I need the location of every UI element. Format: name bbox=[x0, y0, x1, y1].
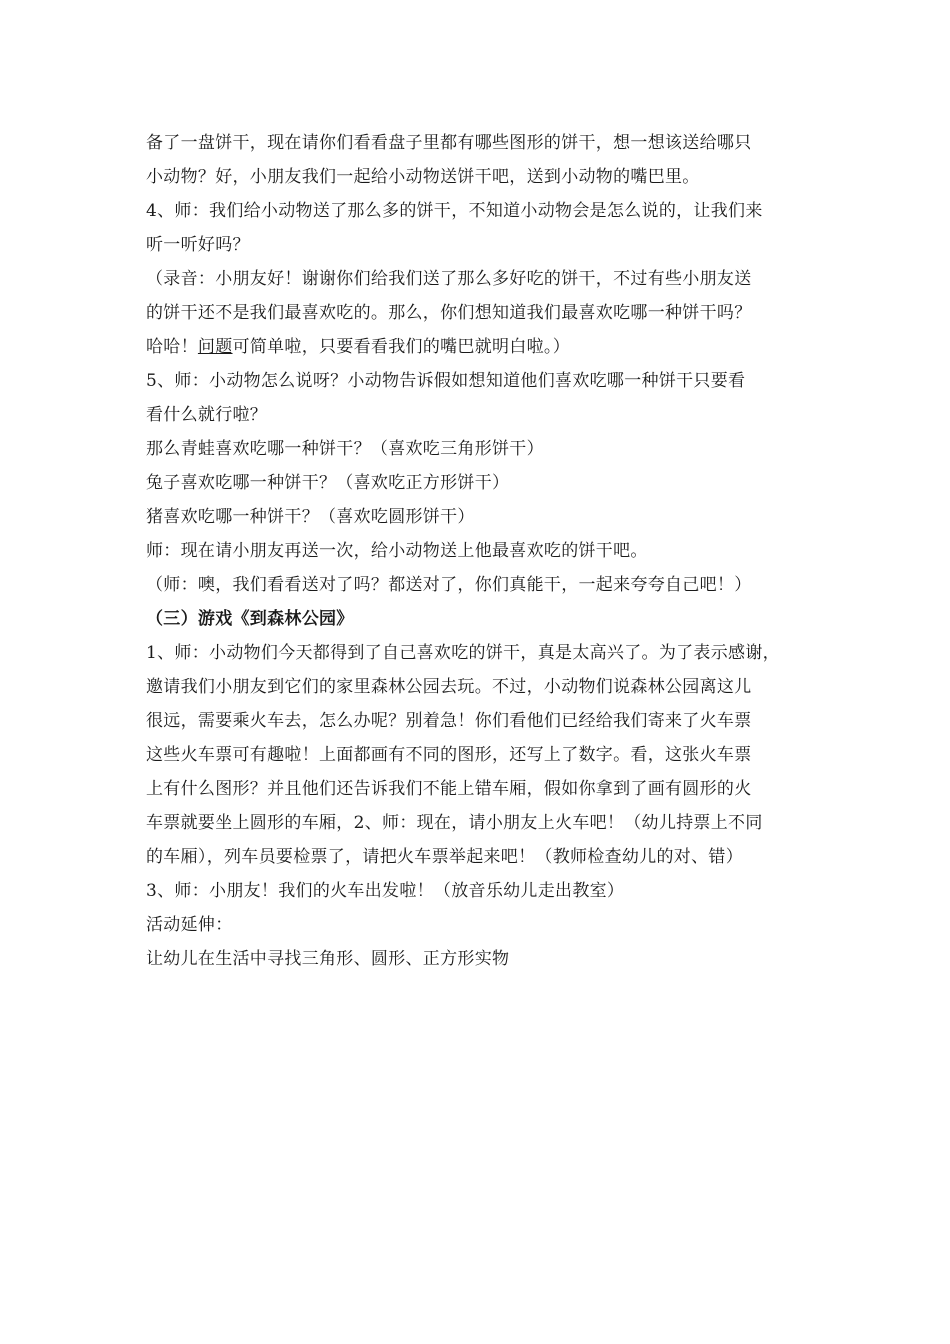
text-line: 车票就要坐上圆形的车厢，2、师：现在，请小朋友上火车吧！（幼儿持票上不同 bbox=[146, 813, 763, 833]
document-body bbox=[146, 126, 810, 976]
text-line: 看什么就行啦？ bbox=[146, 405, 268, 425]
text-line: 1、师：小动物们今天都得到了自己喜欢吃的饼干，真是太高兴了。为了表示感谢， bbox=[146, 643, 780, 663]
text-line: 这些火车票可有趣啦！上面都画有不同的图形，还写上了数字。看，这张火车票 bbox=[146, 745, 752, 765]
text-line: 师：现在请小朋友再送一次，给小动物送上他最喜欢吃的饼干吧。 bbox=[146, 541, 648, 561]
text-line: 让幼儿在生活中寻找三角形、圆形、正方形实物 bbox=[146, 949, 510, 969]
text-line: 活动延伸： bbox=[146, 915, 233, 935]
text-line: 3、师：小朋友！我们的火车出发啦！（放音乐幼儿走出教室） bbox=[146, 881, 625, 901]
section-heading: （三）游戏《到森林公园》 bbox=[146, 609, 354, 629]
text-line: 很远，需要乘火车去，怎么办呢？别着急！你们看他们已经给我们寄来了火车票 bbox=[146, 711, 752, 731]
text-line: 兔子喜欢吃哪一种饼干？（喜欢吃正方形饼干） bbox=[146, 473, 510, 493]
text-fragment: 可简单啦，只要看看我们的嘴巴就明白啦。） bbox=[232, 337, 571, 357]
text-line: 那么青蛙喜欢吃哪一种饼干？（喜欢吃三角形饼干） bbox=[146, 439, 544, 459]
text-line: 的车厢），列车员要检票了，请把火车票举起来吧！（教师检查幼儿的对、错） bbox=[146, 847, 743, 867]
text-line: （录音：小朋友好！谢谢你们给我们送了那么多好吃的饼干，不过有些小朋友送 bbox=[146, 269, 752, 289]
text-line: 上有什么图形？并且他们还告诉我们不能上错车厢，假如你拿到了画有圆形的火 bbox=[146, 779, 752, 799]
underlined-word: 问题 bbox=[197, 337, 233, 357]
text-line: （师：噢，我们看看送对了吗？都送对了，你们真能干，一起来夸夸自己吧！） bbox=[146, 575, 752, 595]
text-line: 4、师：我们给小动物送了那么多的饼干，不知道小动物会是怎么说的，让我们来 bbox=[146, 201, 763, 221]
text-line: 小动物？好，小朋友我们一起给小动物送饼干吧，送到小动物的嘴巴里。 bbox=[146, 167, 700, 187]
text-line: 5、师：小动物怎么说呀？小动物告诉假如想知道他们喜欢吃哪一种饼干只要看 bbox=[146, 371, 746, 391]
text-line: 的饼干还不是我们最喜欢吃的。那么，你们想知道我们最喜欢吃哪一种饼干吗？ bbox=[146, 303, 752, 323]
text-line bbox=[146, 330, 810, 364]
text-line: 猪喜欢吃哪一种饼干？（喜欢吃圆形饼干） bbox=[146, 507, 475, 527]
text-line: 备了一盘饼干，现在请你们看看盘子里都有哪些图形的饼干，想一想该送给哪只 bbox=[146, 133, 752, 153]
text-line: 邀请我们小朋友到它们的家里森林公园去玩。不过，小动物们说森林公园离这儿 bbox=[146, 677, 752, 697]
text-line: 听一听好吗？ bbox=[146, 235, 250, 255]
text-fragment: 哈哈！ bbox=[146, 337, 198, 357]
